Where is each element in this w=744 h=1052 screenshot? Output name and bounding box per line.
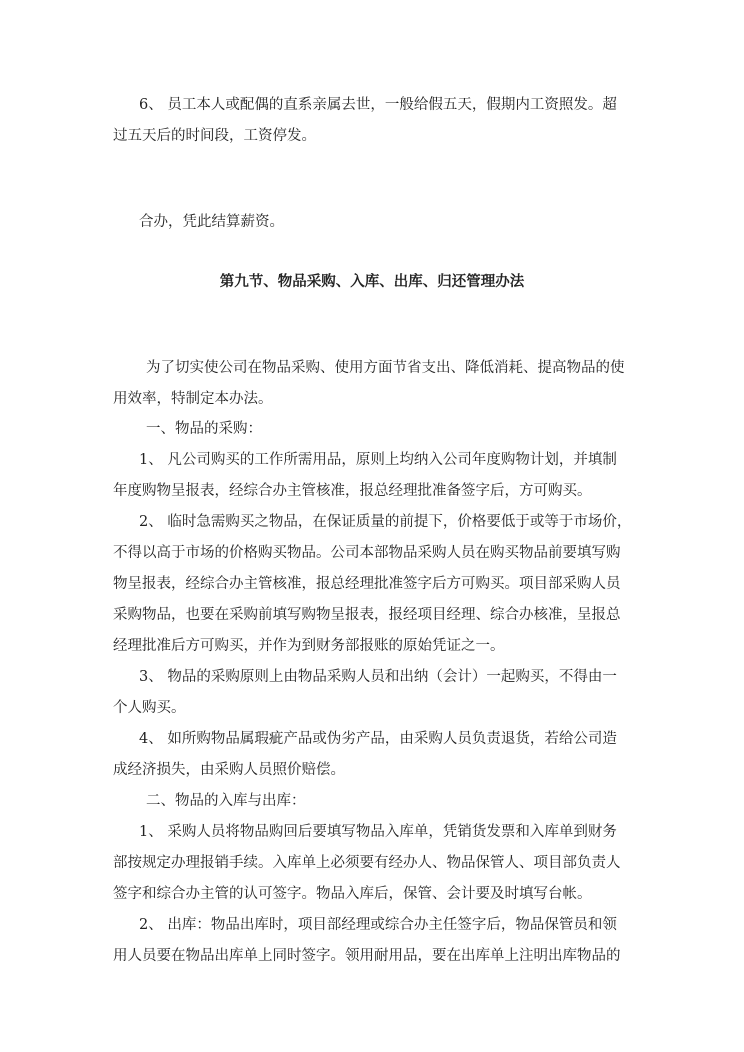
subheading: 二、物品的入库与出库： xyxy=(146,793,306,809)
paragraph-line: 用人员要在物品出库单上同时签字。领用耐用品，要在出库单上注明出库物品的 xyxy=(113,948,621,964)
paragraph-line: 年度购物呈报表，经综合办主管核准，报总经理批准备签字后，方可购买。 xyxy=(113,483,592,499)
paragraph-line: 3、 物品的采购原则上由物品采购人员和出纳（会计）一起购买，不得由一 xyxy=(139,669,617,685)
paragraph-line: 为了切实使公司在物品采购、使用方面节省支出、降低消耗、提高物品的使 xyxy=(146,360,625,376)
paragraph-line: 成经济损失，由采购人员照价赔偿。 xyxy=(113,762,345,778)
paragraph-line: 6、 员工本人或配偶的直系亲属去世，一般给假五天，假期内工资照发。超 xyxy=(139,97,617,113)
subheading: 一、物品的采购： xyxy=(146,421,262,437)
paragraph-line: 1、 采购人员将物品购回后要填写物品入库单，凭销货发票和入库单到财务 xyxy=(139,824,617,840)
paragraph-line: 2、 出库：物品出库时，项目部经理或综合办主任签字后，物品保管员和领 xyxy=(139,917,617,933)
paragraph-line: 签字和综合办主管的认可签字。物品入库后，保管、会计要及时填写台帐。 xyxy=(113,886,592,902)
paragraph-line: 经理批准后方可购买，并作为到财务部报账的原始凭证之一。 xyxy=(113,638,505,654)
paragraph-line: 个人购买。 xyxy=(113,700,186,716)
paragraph-line: 采购物品，也要在采购前填写购物呈报表，报经项目经理、综合办核准，呈报总 xyxy=(113,607,621,623)
paragraph-line: 部按规定办理报销手续。入库单上必须要有经办人、物品保管人、项目部负责人 xyxy=(113,855,621,871)
paragraph-line: 物呈报表，经综合办主管核准，报总经理批准签字后方可购买。项目部采购人员 xyxy=(113,576,621,592)
paragraph-line: 过五天后的时间段，工资停发。 xyxy=(113,128,316,144)
paragraph-line: 用效率，特制定本办法。 xyxy=(113,391,273,407)
paragraph-line: 2、 临时急需购买之物品，在保证质量的前提下，价格要低于或等于市场价， xyxy=(139,514,632,530)
section-title: 第九节、物品采购、入库、出库、归还管理办法 xyxy=(219,274,525,290)
paragraph-line: 合办，凭此结算薪资。 xyxy=(139,214,284,230)
paragraph-line: 不得以高于市场的价格购买物品。公司本部物品采购人员在购买物品前要填写购 xyxy=(113,545,621,561)
paragraph-line: 1、 凡公司购买的工作所需用品，原则上均纳入公司年度购物计划，并填制 xyxy=(139,452,617,468)
paragraph-line: 4、 如所购物品属瑕疵产品或伪劣产品，由采购人员负责退货，若给公司造 xyxy=(139,731,617,747)
